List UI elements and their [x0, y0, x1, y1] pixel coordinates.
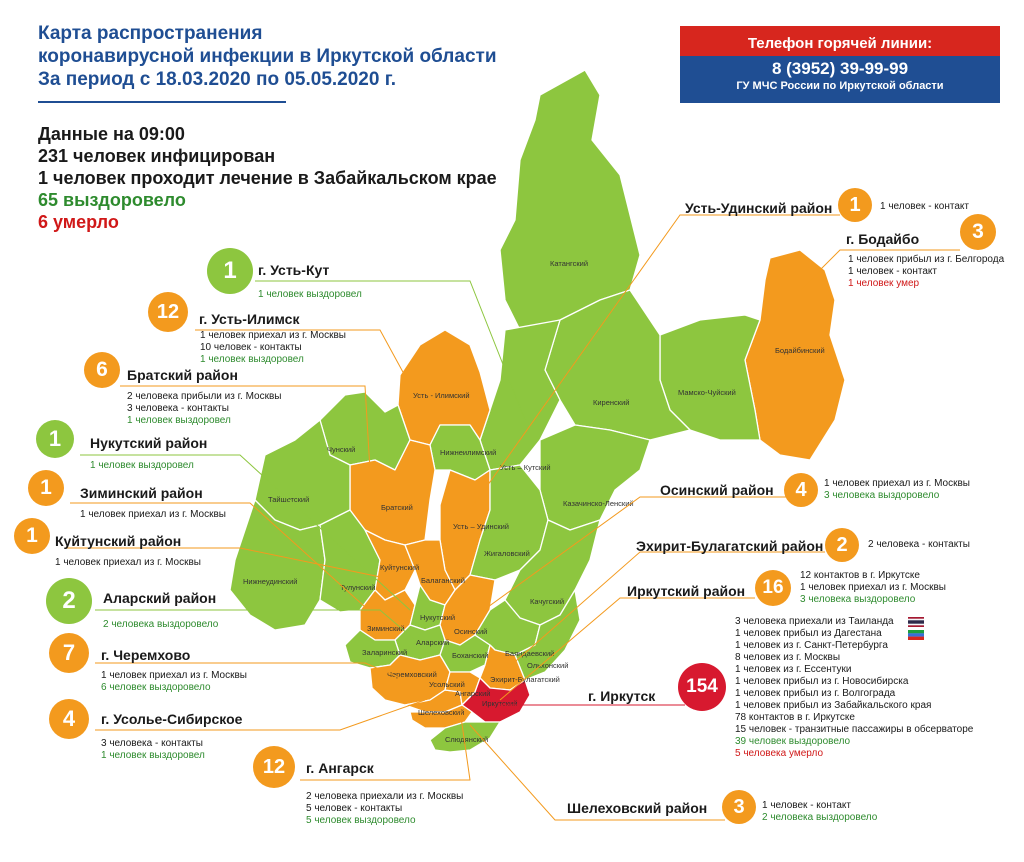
- detail-line: 1 человек приехал из г. Москвы: [824, 478, 970, 489]
- count-badge-ziminsky: 1: [28, 470, 64, 506]
- detail-line: 1 человек выздоровел: [90, 460, 194, 471]
- district-label: Эхирит-Булагатский: [490, 675, 560, 684]
- details-usolye: [101, 738, 205, 762]
- hotline-org: ГУ МЧС России по Иркутской области: [736, 80, 944, 92]
- district-label: Катангский: [550, 259, 589, 268]
- district-label: Тулунский: [340, 583, 376, 592]
- district-label: Боханский: [452, 651, 489, 660]
- detail-line: 1 человек выздоровел: [258, 289, 362, 300]
- count-badge-ust-kut: 1: [207, 248, 253, 294]
- label-bodaybo: г. Бодайбо: [846, 231, 920, 247]
- details-ust-ilimsk: [200, 330, 346, 366]
- label-irkutsk: г. Иркутск: [588, 688, 656, 704]
- district-label: Слюдянский: [445, 735, 489, 744]
- detail-line: 3 человека выздоровело: [800, 594, 916, 605]
- detail-line: 1 человек приехал из г. Москвы: [80, 509, 226, 520]
- detail-line: 1 человек выздоровел: [101, 750, 205, 761]
- details-bratsky: [127, 391, 281, 427]
- district-label: Иркутский: [482, 699, 518, 708]
- detail-line: 15 человек - транзитные пассажиры в обсерваторе: [735, 724, 974, 735]
- count-badge-nukutsky: 1: [36, 420, 74, 458]
- hotline-title: Телефон горячей линии:: [680, 29, 1000, 56]
- details-irkutsky: [800, 570, 946, 606]
- count-badge-ust-ilimsk: 12: [148, 292, 188, 332]
- detail-line: 1 человек умер: [848, 278, 920, 289]
- details-bodaybo: [848, 254, 1004, 290]
- detail-line: 6 человек выздоровело: [101, 682, 211, 693]
- detail-line: 2 человека выздоровело: [103, 619, 219, 630]
- label-ust-ilimsk: г. Усть-Илимск: [199, 311, 300, 327]
- detail-line: 1 человек выздоровел: [200, 354, 304, 365]
- count-badge-angarsk: 12: [253, 746, 295, 788]
- detail-line: 1 человек прибыл из Дагестана: [735, 628, 882, 639]
- detail-line: 3 человека - контакты: [127, 403, 229, 414]
- details-osinsky: [824, 478, 970, 502]
- district-katangsky: [500, 70, 640, 330]
- detail-line: 2 человека приехали из г. Москвы: [306, 791, 464, 802]
- detail-line: 1 человек приехал из г. Москвы: [800, 582, 946, 593]
- detail-line: 1 человек приехал из г. Москвы: [200, 330, 346, 341]
- count-badge-osinsky: 4: [784, 473, 818, 507]
- count-badge-irkutsk: 154: [678, 663, 726, 711]
- title-line-3: За период с 18.03.2020 по 05.05.2020 г.: [38, 69, 397, 90]
- district-label: Усть – Удинский: [453, 522, 509, 531]
- label-bratsky: Братский район: [127, 367, 238, 383]
- district-label: Нижнеилимский: [440, 448, 497, 457]
- details-alarsky: [103, 619, 218, 631]
- details-cheremkhovo: [101, 670, 247, 694]
- details-ziminsky: [80, 509, 226, 521]
- district-bodaybinsky: [745, 250, 845, 460]
- district-label: Балаганский: [421, 576, 465, 585]
- label-nukutsky: Нукутский район: [90, 435, 208, 451]
- details-kuytunsky: [55, 557, 201, 569]
- label-osinsky: Осинский район: [660, 482, 774, 498]
- label-ziminsky: Зиминский район: [80, 485, 203, 501]
- details-ust-kut: [258, 289, 362, 301]
- district-label: Черемховский: [387, 670, 437, 679]
- label-kuytunsky: Куйтунский район: [55, 533, 182, 549]
- detail-line: 3 человека выздоровело: [824, 490, 940, 501]
- count-badge-bratsky: 6: [84, 352, 120, 388]
- count-badge-shelekhovsky: 3: [722, 790, 756, 824]
- count-badge-alarsky: 2: [46, 578, 92, 624]
- detail-line: 1 человек приехал из г. Москвы: [55, 557, 201, 568]
- district-label: Качугский: [530, 597, 565, 606]
- detail-line: 1 человек прибыл из г. Волгограда: [735, 688, 896, 699]
- count-badge-kuytunsky: 1: [14, 518, 50, 554]
- count-badge-ekhirit: 2: [825, 528, 859, 562]
- count-badge-ust-udinsky: 1: [838, 188, 872, 222]
- summary-infected: 231 человек инфицирован: [38, 146, 276, 166]
- detail-line: 3 человека - контакты: [101, 738, 203, 749]
- summary-died: 6 умерло: [38, 212, 119, 232]
- district-label: Зиминский: [367, 624, 405, 633]
- detail-line: 1 человек - контакт: [848, 266, 937, 277]
- detail-line: 1 человек - контакт: [880, 201, 969, 212]
- dagestan-flag-icon: [908, 630, 924, 640]
- label-cheremkhovo: г. Черемхово: [101, 647, 191, 663]
- detail-line: 2 человека - контакты: [868, 539, 970, 550]
- district-label: Усть - Илимский: [413, 391, 470, 400]
- detail-line: 3 человека приехали из Таиланда: [735, 616, 894, 627]
- district-label: Ангарский: [455, 689, 491, 698]
- detail-line: 8 человек из г. Москвы: [735, 652, 841, 663]
- summary-zabaikalsky: 1 человек проходит лечение в Забайкальском крае: [38, 168, 497, 188]
- label-ekhirit: Эхирит-Булагатский район: [636, 538, 824, 554]
- district-label: Осинский: [454, 627, 488, 636]
- detail-line: 1 человек прибыл из Забайкальского края: [735, 700, 932, 711]
- summary-time: Данные на 09:00: [38, 124, 185, 144]
- count-badge-irkutsky: 16: [755, 570, 791, 606]
- label-irkutsky: Иркутский район: [627, 583, 746, 599]
- hotline-number[interactable]: 8 (3952) 39-99-99: [771, 59, 909, 78]
- detail-line: 1 человек - контакт: [762, 800, 851, 811]
- district-label: Усть – Кутский: [500, 463, 551, 472]
- detail-line: 5 человека умерло: [735, 748, 824, 759]
- details-shelekhovsky: [762, 800, 877, 824]
- district-label: Киренский: [593, 398, 630, 407]
- detail-line: 39 человек выздоровело: [735, 736, 851, 747]
- label-alarsky: Аларский район: [103, 590, 217, 606]
- district-label: Бодайбинский: [775, 346, 825, 355]
- summary-recovered: 65 выздоровело: [38, 190, 186, 210]
- district-label: Ольхонский: [527, 661, 569, 670]
- detail-line: 12 контактов в г. Иркутске: [800, 570, 920, 581]
- thailand-flag-icon: [908, 617, 924, 627]
- detail-line: 1 человек из г. Санкт-Петербурга: [735, 640, 888, 651]
- district-label: Куйтунский: [380, 563, 420, 572]
- count-badge-cheremkhovo: 7: [49, 633, 89, 673]
- district-label: Нукутский: [420, 613, 456, 622]
- detail-line: 10 человек - контакты: [200, 342, 302, 353]
- details-nukutsky: [90, 460, 194, 472]
- detail-line: 1 человек из г. Ессентуки: [735, 664, 852, 675]
- label-ust-udinsky: Усть-Удинский район: [685, 200, 833, 216]
- district-label: Шелеховский: [418, 708, 465, 717]
- district-label: Усольский: [429, 680, 465, 689]
- count-badge-usolye: 4: [49, 699, 89, 739]
- title-line-2: коронавирусной инфекции в Иркутской области: [38, 46, 497, 67]
- detail-line: 5 человек выздоровело: [306, 815, 416, 826]
- district-label: Братский: [381, 503, 413, 512]
- district-label: Заларинский: [362, 648, 408, 657]
- title-line-1: Карта распространения: [38, 23, 263, 44]
- district-label: Мамско-Чуйский: [678, 388, 736, 397]
- detail-line: 78 контактов в г. Иркутске: [735, 712, 855, 723]
- details-ekhirit: [868, 539, 970, 551]
- detail-line: 1 человек приехал из г. Москвы: [101, 670, 247, 681]
- district-label: Баяндаевский: [505, 649, 555, 658]
- count-badge-bodaybo: 3: [960, 214, 996, 250]
- detail-line: 1 человек прибыл из г. Новосибирска: [735, 676, 909, 687]
- district-label: Нижнеудинский: [243, 577, 298, 586]
- district-label: Казачинско-Ленский: [563, 499, 634, 508]
- label-ust-kut: г. Усть-Кут: [258, 262, 330, 278]
- label-angarsk: г. Ангарск: [306, 760, 374, 776]
- details-ust-udinsky: [880, 201, 969, 213]
- label-usolye: г. Усолье-Сибирское: [101, 711, 243, 727]
- detail-line: 5 человек - контакты: [306, 803, 403, 814]
- district-kazachinsko-lensky: [540, 425, 650, 530]
- details-irkutsk: [735, 616, 973, 760]
- details-angarsk: [306, 791, 463, 827]
- district-label: Чунский: [327, 445, 356, 454]
- detail-line: 2 человека выздоровело: [762, 812, 878, 823]
- detail-line: 1 человек выздоровел: [127, 415, 231, 426]
- detail-line: 1 человек прибыл из г. Белгорода: [848, 254, 1005, 265]
- label-shelekhovsky: Шелеховский район: [567, 800, 708, 816]
- detail-line: 2 человека прибыли из г. Москвы: [127, 391, 282, 402]
- district-label: Аларский: [416, 638, 450, 647]
- district-label: Жигаловский: [484, 549, 530, 558]
- district-label: Тайшетский: [268, 495, 310, 504]
